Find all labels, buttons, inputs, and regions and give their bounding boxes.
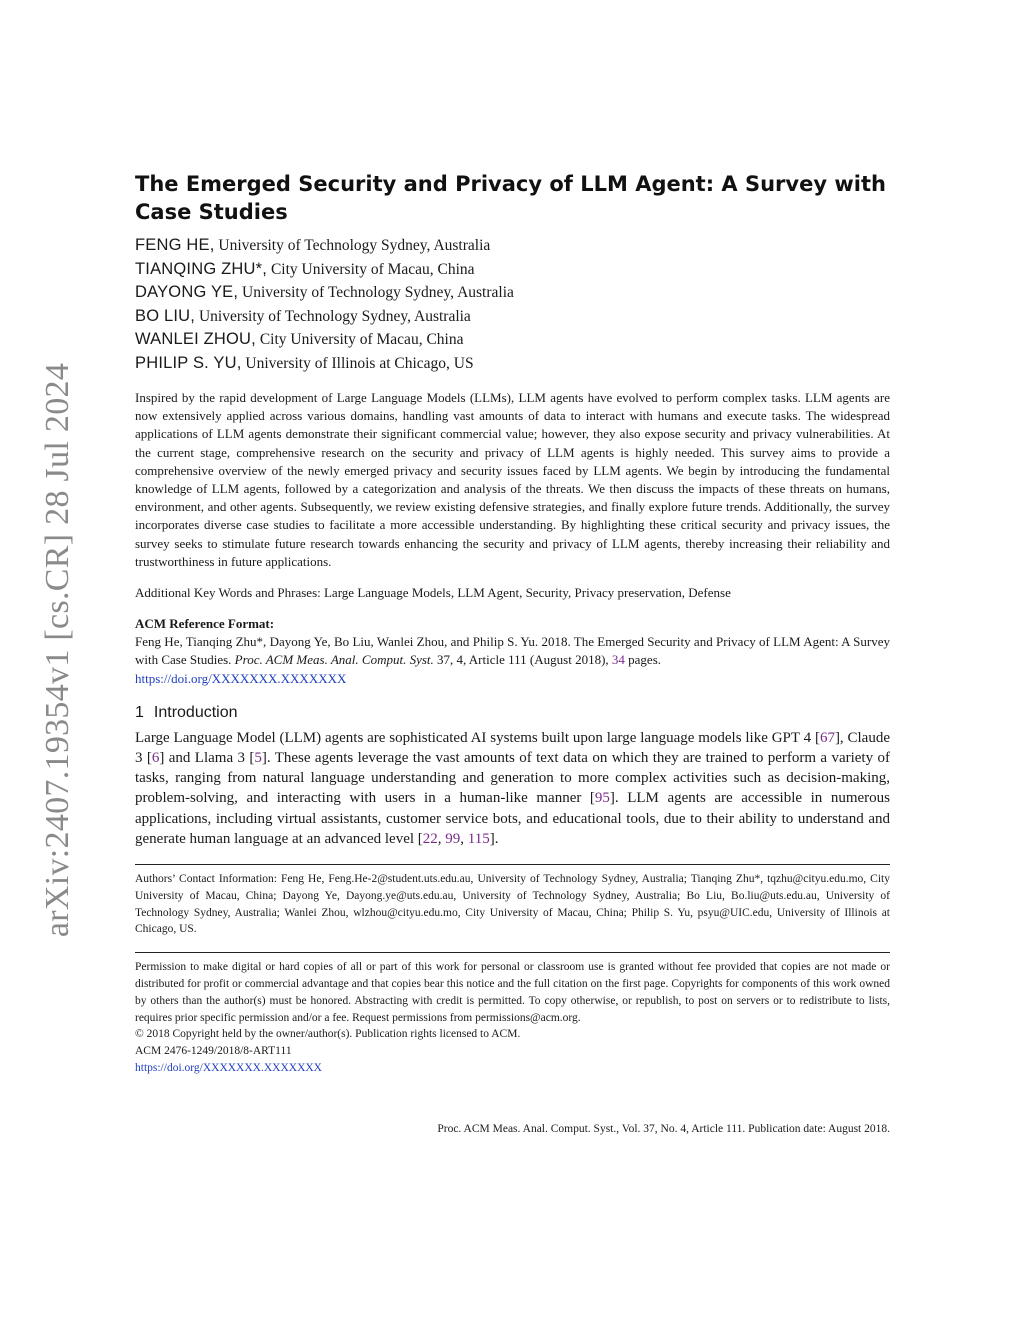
author-affiliation: University of Illinois at Chicago, US — [245, 354, 474, 372]
author-affiliation: University of Technology Sydney, Australia — [198, 307, 471, 325]
author-entry — [135, 258, 890, 282]
author-entry — [135, 234, 890, 258]
author-entry — [135, 352, 890, 376]
issn-line: ACM 2476-1249/2018/8-ART111 — [135, 1045, 292, 1058]
intro-paragraph: Large Language Model (LLM) agents are sophisticated AI systems built upon large language models like GPT 4 [67], Claude 3 [6] and Llama 3 [5]. These agents leverage the vast amounts of text data on which they are trained to perform a variety of tasks, ranging from natural language understanding and generation to more complex activities such as decision-making, problem-solving, and interacting with users in a human-like manner [95]. LLM agents are accessible in numerous applications, including virtual assistants, customer service bots, and educational tools, due to their ability to understand and generate human language at an advanced level [22, 99, 115]. — [135, 729, 890, 847]
contact-information: Authors’ Contact Information: Feng He, Feng.He-2@student.uts.edu.au, University of Technology Sydney, Australia; Tianqing Zhu*, tqzhu@cityu.edu.mo, City University of Macau, China; Dayong Ye, Dayong.ye@uts.edu.au, University of Technology Sydney, Australia; Bo Liu, Bo.liu@uts.edu.au, University of Technology Sydney, Australia; Wanlei Zhou, wlzhou@cityu.edu.mo, City University of Macau, China; Philip S. Yu, psyu@UIC.edu, University of Illinois at Chicago, US. — [135, 873, 890, 936]
footnote-divider — [135, 864, 890, 865]
author-entry — [135, 305, 890, 329]
permission-block — [135, 959, 890, 1077]
author-name: DAYONG YE, — [135, 283, 239, 301]
journal-name: Proc. ACM Meas. Anal. Comput. Syst. — [234, 652, 434, 668]
page-count-link[interactable]: 34 — [611, 652, 625, 668]
permission-divider — [135, 952, 890, 953]
author-name: BO LIU, — [135, 306, 196, 325]
doi-link[interactable]: https://doi.org/XXXXXXX.XXXXXXX — [135, 670, 347, 686]
keywords: Additional Key Words and Phrases: Large Language Models, LLM Agent, Security, Privacy preservation, Defense — [135, 585, 731, 601]
copyright-notice: © 2018 Copyright held by the owner/author(s). Publication rights licensed to ACM. — [135, 1028, 521, 1041]
section-number: 1 — [135, 703, 144, 721]
acm-reference-text: Feng He, Tianqing Zhu*, Dayong Ye, Bo Liu, Wanlei Zhou, and Philip S. Yu. 2018. The Emerged Security and Privacy of LLM Agent: A Survey with Case Studies. Proc. ACM Meas. Anal. Comput. Syst. 37, 4, Article 111 (August 2018), 34 pages. — [135, 634, 890, 668]
acm-reference — [135, 615, 890, 688]
acm-reference-heading: ACM Reference Format: — [135, 616, 275, 632]
paper-page — [135, 170, 890, 1077]
author-affiliation: University of Technology Sydney, Australia — [218, 237, 491, 254]
citation-link[interactable]: 22 — [422, 830, 438, 847]
author-entry — [135, 328, 890, 352]
citation-link[interactable]: 95 — [594, 790, 610, 807]
citation-link[interactable]: 99 — [445, 830, 461, 847]
section-heading — [135, 702, 890, 724]
paper-title: The Emerged Security and Privacy of LLM Agent: A Survey with Case Studies — [135, 172, 886, 224]
citation-link[interactable]: 67 — [819, 729, 835, 746]
citation-link[interactable]: 6 — [151, 750, 160, 767]
author-name: WANLEI ZHOU, — [135, 330, 256, 348]
citation-link[interactable]: 115 — [467, 830, 490, 847]
author-name: FENG HE, — [135, 236, 215, 254]
author-affiliation: City University of Macau, China — [259, 331, 464, 348]
author-name: PHILIP S. YU, — [135, 353, 242, 372]
section-title: Introduction — [153, 703, 238, 721]
author-name: TIANQING ZHU*, — [135, 259, 268, 278]
abstract: Inspired by the rapid development of Large Language Models (LLMs), LLM agents have evolved to perform complex tasks. LLM agents are now extensively applied across various domains, handling vast amounts of data to interact with humans and execute tasks. The widespread applications of LLM agents demonstrate their significant commercial value; however, they also expose security and privacy vulnerabilities. At the current stage, comprehensive research on the security and privacy of LLM agents is highly needed. This survey aims to provide a comprehensive overview of the newly emerged privacy and security issues faced by LLM agents. We begin by introducing the fundamental knowledge of LLM agents, followed by a categorization and analysis of the threats. We then discuss the impacts of these threats on humans, environment, and other agents. Subsequently, we review existing defensive strategies, and finally explore future trends. Additionally, the survey incorporates diverse case studies to facilitate a more accessible understanding. By highlighting these critical security and privacy issues, the survey seeks to stimulate future research towards enhancing the security and privacy of LLM agents, thereby increasing their reliability and trustworthiness in future applications. — [135, 390, 890, 569]
footer-doi-link[interactable]: https://doi.org/XXXXXXX.XXXXXXX — [135, 1062, 322, 1075]
permission-notice: Permission to make digital or hard copies of all or part of this work for personal or classroom use is granted without fee provided that copies are not made or distributed for profit or commercial advantage and that copies bear this notice and the full citation on the first page. Copyrights for components of this work owned by others than the author(s) must be honored. Abstracting with credit is permitted. To copy otherwise, or republish, to post on servers or to redistribute to lists, requires prior specific permission and/or a fee. Request permissions from permissions@acm.org. — [135, 961, 890, 1024]
running-footer: Proc. ACM Meas. Anal. Comput. Syst., Vol. 37, No. 4, Article 111. Publication date: August 2018. — [437, 1123, 890, 1135]
author-entry — [135, 281, 890, 305]
arxiv-watermark: arXiv:2407.19354v1 [cs.CR] 28 Jul 2024 — [39, 362, 76, 938]
author-list — [135, 234, 890, 375]
citation-link[interactable]: 5 — [254, 750, 262, 767]
author-affiliation: University of Technology Sydney, Australia — [242, 284, 514, 301]
author-affiliation: City University of Macau, China — [270, 260, 475, 278]
